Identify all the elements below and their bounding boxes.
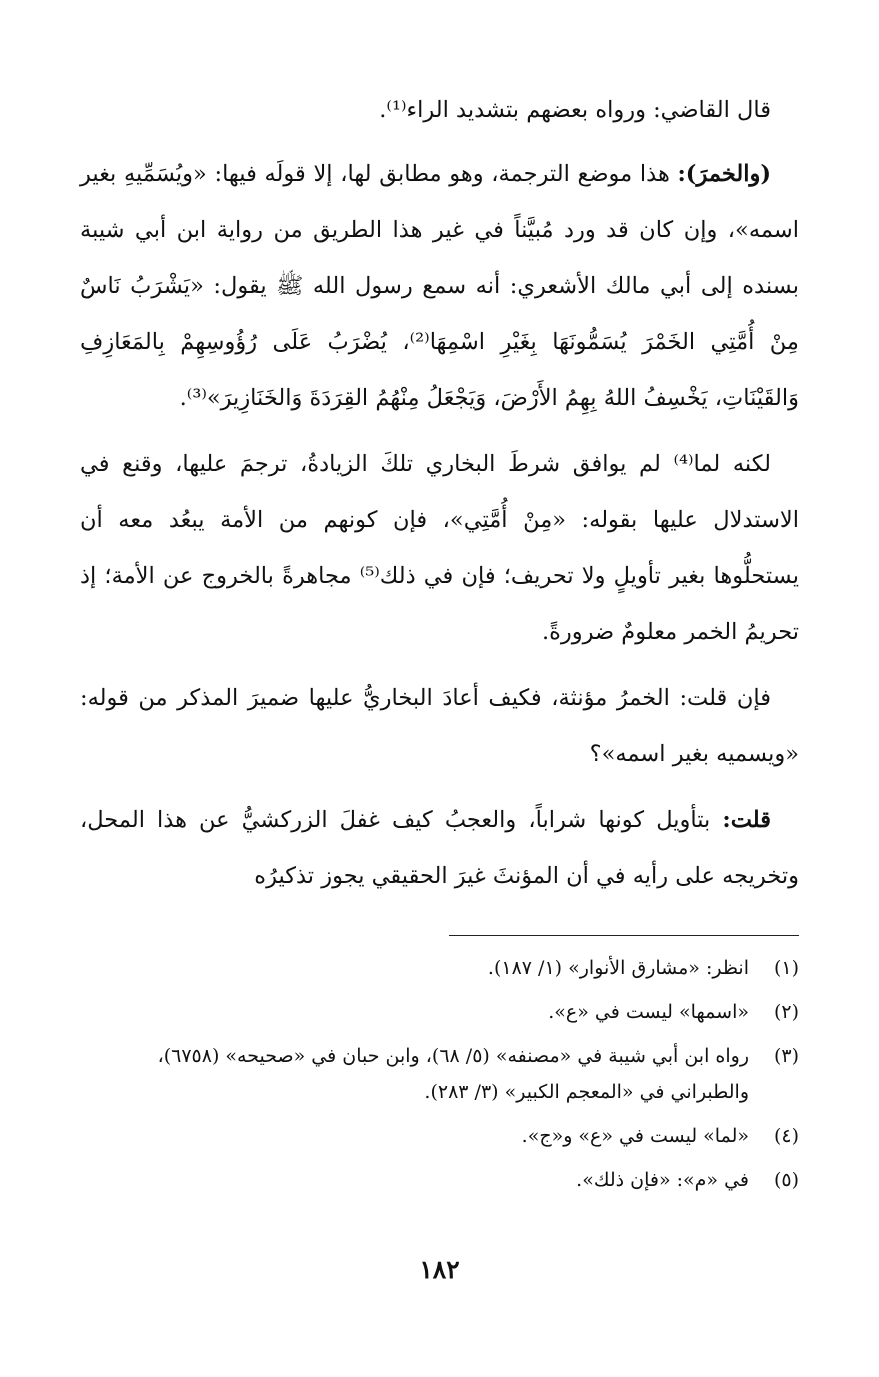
question-lead: فإن قلت: xyxy=(679,685,771,711)
footnote-text: انظر: «مشارق الأنوار» (١/ ١٨٧). xyxy=(487,957,749,979)
khamr-lead: (والخمرَ): xyxy=(677,161,772,187)
footnote-2 xyxy=(80,994,799,1030)
paragraph-question xyxy=(80,670,799,782)
footnote-text: رواه ابن أبي شيبة في «مصنفه» (٥/ ٦٨)، وابن حبان في «صحيحه» (٦٧٥٨)، والطبراني في «المعجم الكبير» (٣/ ٢٨٣). xyxy=(157,1045,749,1103)
footnote-5 xyxy=(80,1162,799,1198)
answer-lead: قلت: xyxy=(722,807,772,833)
khamr-body: «ويُسَمِّيهِ بغير اسمه»، وإن كان قد ورد مُبيَّناً في غير هذا الطريق من رواية ابن أبي شيبة بسنده إلى أبي مالك الأشعري: أنه سمع رسول الله ﷺ يقول: «يَشْرَبُ نَاسٌ مِنْ أُمَّتِي الخَمْرَ يُسَمُّونَهَا بِغَيْرِ اسْمِهَا⁽²⁾، يُضْرَبُ عَلَى رُؤُوسِهِمْ بِالمَعَازِفِ وَالقَيْنَاتِ، يَخْسِفُ اللهُ بِهِمُ الأَرْضَ، وَيَجْعَلُ مِنْهُمُ القِرَدَةَ وَالخَنَازِيرَ»⁽³⁾. xyxy=(80,161,799,411)
footnote-4 xyxy=(80,1118,799,1154)
paragraph-khamr xyxy=(80,146,799,426)
footnote-number: (٣) xyxy=(773,1045,799,1067)
footnotes xyxy=(80,950,799,1206)
footnote-number: (١) xyxy=(773,957,799,979)
footnote-number: (٤) xyxy=(773,1125,799,1147)
footnote-3 xyxy=(80,1038,799,1110)
footnote-number: (٥) xyxy=(773,1169,799,1191)
footnote-divider xyxy=(449,935,799,936)
paragraph-qadi: قال القاضي: ورواه بعضهم بتشديد الراء⁽¹⁾. xyxy=(379,97,771,123)
paragraph-answer xyxy=(80,792,799,904)
page-body xyxy=(80,82,799,914)
footnote-1 xyxy=(80,950,799,986)
khamr-rest: هذا موضع الترجمة، وهو مطابق لها، إلا قولَه فيها: xyxy=(214,161,670,187)
question-body: الخمرُ مؤنثة، فكيف أعادَ البخاريُّ عليها ضميرَ المذكر من قوله: «ويسميه بغير اسمه»؟ xyxy=(80,685,799,767)
footnote-text: «لما» ليست في «ع» و«ج». xyxy=(521,1125,749,1147)
footnote-text: في «م»: «فإن ذلك». xyxy=(576,1169,749,1191)
footnote-number: (٢) xyxy=(773,1001,799,1023)
answer-body: بتأويل كونها شراباً، والعجبُ كيف غفلَ الزركشيُّ عن هذا المحل، وتخريجه على رأيه في أن المؤنثَ غيرَ الحقيقي يجوز تذكيرُه xyxy=(80,807,799,889)
page-number: ١٨٢ xyxy=(419,1255,460,1284)
footnote-text: «اسمها» ليست في «ع». xyxy=(548,1001,749,1023)
paragraph-lakinnahu: لكنه لما⁽⁴⁾ لم يوافق شرطَ البخاري تلكَ الزيادةُ، ترجمَ عليها، وقنع في الاستدلال عليها بقوله: «مِنْ أُمَّتِي»، فإن كونهم من الأمة يبعُد معه أن يستحلُّوها بغير تأويلٍ ولا تحريف؛ فإن في ذلك⁽⁵⁾ مجاهرةً بالخروج عن الأمة؛ إذ تحريمُ الخمر معلومٌ ضرورةً. xyxy=(80,451,799,645)
